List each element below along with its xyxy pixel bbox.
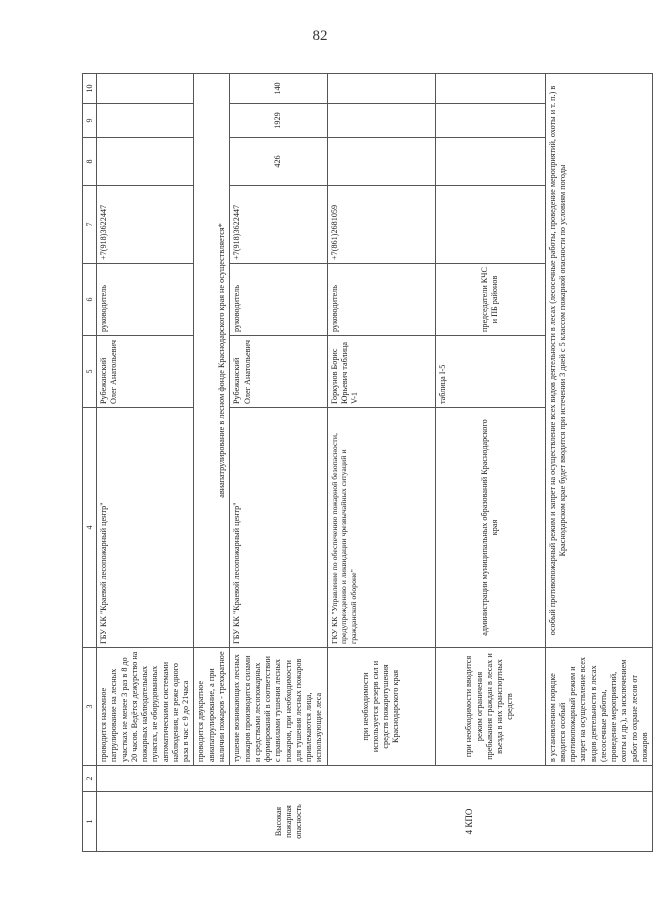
col-number-7: 7 [83,186,97,264]
value-cell-8 [435,138,545,186]
position-cell: руководитель [97,264,194,336]
value-cell-9 [327,104,435,138]
phone-cell: +7(918)3622447 [97,186,194,264]
value-cell-10 [435,74,545,104]
value-cell-9: 1929 [230,104,327,138]
phone-cell: +7(918)3622447 [230,186,327,264]
span-note-cell: авиапатрулирование в лесном фонде Краснодарского края не осуществляется* [194,74,230,648]
col-number-10: 10 [83,74,97,104]
value-cell-8 [97,138,194,186]
value-cell-10: 140 [230,74,327,104]
danger-level-label: Высокая пожарная опасность [273,804,303,839]
table-row [194,74,230,852]
col-number-9: 9 [83,104,97,138]
phone-cell [435,186,545,264]
value-cell-10 [97,74,194,104]
value-cell-9 [435,104,545,138]
table-row [545,74,653,852]
col-number-2: 2 [83,766,97,792]
measure-cell: при необходимости вводится режим ограничения пребывания граждан в лесах и въезда в них транспортных средств [435,648,545,766]
value-cell-10 [327,74,435,104]
col-number-6: 6 [83,264,97,336]
value-cell-9 [97,104,194,138]
col-number-8: 8 [83,138,97,186]
col-number-4: 4 [83,408,97,648]
col-number-5: 5 [83,336,97,408]
column-number-row [83,74,97,852]
org-cell: администрации муниципальных образований Краснодарского края [435,408,545,648]
rotated-table [82,74,649,852]
measure-cell: проводится двукратное авиапатрулирование, а при наличии пожаров - трехкратное [194,648,230,766]
col-number-3: 3 [83,648,97,766]
table-row [97,74,194,852]
empty-cell [97,766,653,792]
value-cell-8 [327,138,435,186]
position-cell: руководитель [230,264,327,336]
phone-cell: +7(861)2681059 [327,186,435,264]
person-cell: Горкунов Борис Юрьевич таблица V-1 [327,336,435,408]
rotated-table-wrapper [82,74,649,852]
table-row [435,74,545,852]
fire-class-label: 4 КПО [463,808,474,835]
person-cell: таблица I-5 [435,336,545,408]
person-cell: Рубежанский Олег Анатольевич [97,336,194,408]
col-number-1: 1 [83,792,97,852]
org-cell: ГБУ КК "Краевой лесопожарный центр" [97,408,194,648]
measure-cell: проводится наземное патрулирование на лесных участках не менее 3 раз в 8 до 20 часов. Ведётся дежурство на пожарных наблюдательных пунктах, не оборудованных автоматическими системами наблюдения, не реже одного раза в час с 9 до 21часа [97,648,194,766]
table-row [230,74,327,852]
span-note-cell: особый противопожарный режим и запрет на осуществление всех видов деятельности в лесах (лесосечные работы, проведение мероприятий, охоты и т. п.) в Краснодарском крае будет вводится при истечении 3 дней с 5 классом пожарной опасности по условиям погоды [545,74,653,648]
measure-cell: в установленном порядке вводится особый противопожарный режим и запрет на осуществление всех видов деятельности в лесах (лесосечные работы, проведение мероприятий, охоты и др.), за исключением работ по охране лесов от пожаров [545,648,653,766]
table-row [327,74,435,852]
org-cell: ГБУ КК "Краевой лесопожарный центр" [230,408,327,648]
measure-cell: при необходимости используется резерв сил и средств пожаротушения Краснодарского края [327,648,435,766]
position-cell: руководитель [327,264,435,336]
position-cell: председатели КЧС и ПБ районов [435,264,545,336]
fire-class-cell [97,792,653,852]
value-cell-8: 426 [230,138,327,186]
person-cell: Рубежанский Олег Анатольевич [230,336,327,408]
fire-measures-table [82,73,653,852]
page-number: 82 [312,28,328,44]
org-cell: ГКУ КК "Управление по обеспечению пожарной безопасности, предупреждению и ликвидации чрезвычайных ситуаций и гражданской обороне" [327,408,435,648]
measure-cell: тушение возникающих лесных пожаров производится силами и средствами лесопожарных формирований в соответствии с правилами тушения лесных пожаров, при необходимости для тушения лесных пожаров привлекаются лица, использующие леса [230,648,327,766]
